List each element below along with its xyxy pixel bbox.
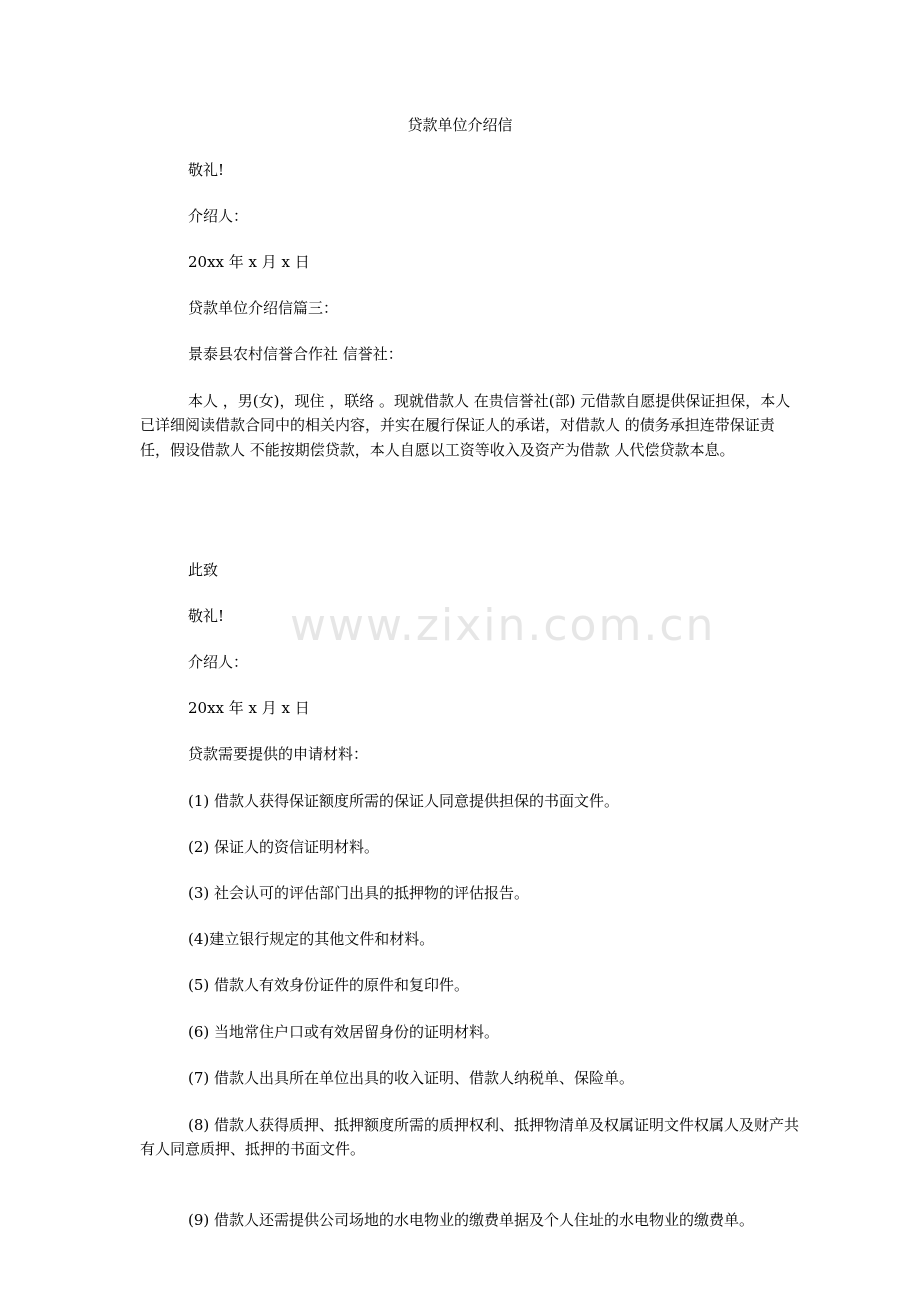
materials-item-9: (9) 借款人还需提供公司场地的水电物业的缴费单据及个人住址的水电物业的缴费单。 [188,1211,755,1230]
materials-item-7: (7) 借款人出具所在单位出具的收入证明、借款人纳税单、保险单。 [188,1068,635,1087]
section-title: 贷款单位介绍信篇三： [188,299,339,317]
materials-item-3: (3) 社会认可的评估部门出具的抵押物的评估报告。 [188,883,530,902]
materials-item-5: (5) 借款人有效身份证件的原件和复印件。 [188,975,470,994]
closing-line-1: 敬礼! [188,161,225,179]
closing-line-2: 敬礼! [188,606,225,625]
materials-item-8-text: (8) 借款人获得质押、抵押额度所需的质押权利、抵押物清单及权属证明文件权属人及财产共有人同意质押、抵押的书面文件。 [140,1115,800,1159]
materials-heading: 贷款需要提供的申请材料： [188,744,369,763]
materials-item-6: (6) 当地常住户口或有效居留身份的证明材料。 [188,1022,500,1041]
materials-item-1: (1) 借款人获得保证额度所需的保证人同意提供担保的书面文件。 [188,791,620,810]
document-title: 贷款单位介绍信 [407,116,513,134]
body-paragraph-text: 本人 ，男(女)，现住 ，联络 。现就借款人 在贵信誉社(部) 元借款自愿提供保证担保，本人已详细阅读借款合同中的相关内容，并实在履行保证人的承诺，对借款人 的债务承担连带保证责任，假设借款人 不能按期偿贷款，本人自愿以工资等收入及资产为借款 人代偿贷款本息。 [140,392,791,459]
introducer-label-2: 介绍人： [188,652,249,671]
salutation-line: 此致 [188,560,219,579]
body-paragraph [140,389,800,462]
watermark-text: www.zixin.com.cn [290,600,716,651]
materials-item-4: (4)建立银行规定的其他文件和材料。 [188,929,435,948]
materials-item-8 [140,1113,800,1162]
date-line-2: 20xx 年 x 月 x 日 [188,698,310,717]
addressee-line: 景泰县农村信誉合作社 信誉社： [188,345,403,363]
materials-item-2: (2) 保证人的资信证明材料。 [188,837,380,856]
date-line-1: 20xx 年 x 月 x 日 [188,253,310,271]
introducer-label-1: 介绍人： [188,207,249,225]
